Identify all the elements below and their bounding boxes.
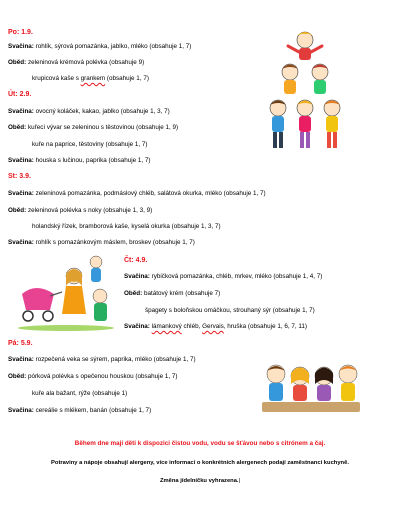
kid-body-icon [272, 116, 284, 132]
change-note [0, 478, 400, 484]
kid-body-icon [314, 80, 326, 94]
mon-snack1 [8, 43, 191, 51]
tue-lunch [8, 124, 178, 132]
kid-arm-icon [288, 46, 299, 52]
mon-lunch-text: zeleninová krémová polévka (obsahuje 9) [26, 59, 145, 66]
mon-lunch2-pre: krupicová kaše s [32, 75, 81, 82]
thu-snack2-label: Svačina: [124, 323, 150, 330]
kid-body-icon [326, 116, 338, 132]
change-note-text: Změna jídelníčku vyhrazena. [159, 478, 239, 484]
tue-snack2-label: Svačina: [8, 157, 34, 164]
kid-leg-icon [333, 132, 337, 148]
kid-arm-icon [311, 46, 322, 52]
grass-icon [18, 325, 114, 331]
tue-snack1-label: Svačina: [8, 108, 34, 115]
tue-lunch2: kuře na paprice, těstoviny (obsahuje 1, 7) [32, 141, 148, 148]
child-body-icon [269, 383, 283, 401]
wed-snack1-label: Svačina: [8, 190, 34, 197]
thu-lunch2: špagety s boloňskou omáčkou, strouhaný sýr (obsahuje 1, 7) [145, 307, 315, 314]
kids-pyramid-illustration [268, 28, 342, 158]
text-cursor: | [238, 478, 241, 484]
day-title-mon: Po: 1.9. [8, 29, 33, 36]
wed-lunch-label: Oběd: [8, 207, 27, 214]
fri-snack1-text: rozpečená veka se sýrem, paprika, mléko (obsahuje 1, 7) [33, 356, 196, 363]
mon-lunch2 [32, 75, 149, 83]
fri-lunch [8, 373, 177, 381]
fri-snack2 [8, 407, 151, 415]
kid-leg-icon [300, 132, 304, 148]
child-body-icon [293, 385, 307, 401]
thu-snack2-post: , hruška (obsahuje 1, 6, 7, 11) [223, 323, 307, 330]
mon-lunch-label: Oběd: [8, 59, 27, 66]
tue-snack2 [8, 157, 150, 165]
fri-snack2-label: Svačina: [8, 407, 34, 414]
day-title-tue: Út: 2.9. [8, 91, 32, 98]
mon-snack1-text: rohlík, sýrová pomazánka, jablko, mléko (obsahuje 1, 7) [33, 43, 192, 50]
fri-snack2-text: cereálie s mlékem, banán (obsahuje 1, 7) [33, 407, 152, 414]
adult-body-icon [94, 303, 107, 321]
kid-leg-icon [306, 132, 310, 148]
tue-snack1-text: ovocný koláček, kakao, jablko (obsahuje 1, 3, 7) [33, 108, 170, 115]
stroller-wheel-icon [23, 311, 33, 321]
wed-snack2-text: rohlík s pomazánkovým máslem, broskev (obsahuje 1, 7) [33, 239, 195, 246]
thu-snack1-text: rybičková pomazánka, chléb, mrkev, mléko (obsahuje 1, 4, 7) [149, 273, 323, 280]
wed-snack1-text: zeleninová pomazánka, podmáslový chléb, salátová okurka, mléko (obsahuje 1, 7) [33, 190, 266, 197]
adult-head-icon [93, 289, 107, 303]
mon-lunch2-post: (obsahuje 1, 7) [105, 75, 149, 82]
mon-lunch [8, 59, 144, 67]
wed-lunch2: holandský řízek, bramborová kaše, kyselá okurka (obsahuje 1, 3, 7) [32, 223, 221, 230]
sitting-children-illustration [262, 358, 360, 414]
adult-dress-icon [62, 286, 86, 314]
stroller-icon [22, 288, 54, 310]
day-title-fri: Pá: 5.9. [8, 340, 33, 347]
day-title-wed: St: 3.9. [8, 173, 31, 180]
stroller-wheel-icon [43, 311, 53, 321]
thu-snack2-word2: Gervais [202, 323, 224, 330]
allergen-note: Potraviny a nápoje obsahují alergeny, více informací o konkrétních alergenech podají zaměstnanci kuchyně. [51, 460, 349, 466]
thu-snack1-label: Svačina: [124, 273, 150, 280]
kid-body-icon [299, 116, 311, 132]
kid-leg-icon [273, 132, 277, 148]
tue-lunch-label: Oběd: [8, 124, 27, 131]
kid-leg-icon [279, 132, 283, 148]
water-note: Během dne mají děti k dispozici čistou vodu, vodu se šťávou nebo s citrónem a čaj. [74, 440, 326, 447]
kid-body-icon [284, 80, 296, 94]
kid-body-icon [299, 48, 311, 60]
thu-snack2-mid: chléb, [181, 323, 203, 330]
wed-snack2-label: Svačina: [8, 239, 34, 246]
day-title-thu: Čt: 4.9. [124, 257, 148, 264]
mon-lunch2-word: grankem [80, 75, 106, 82]
fri-lunch2: kuře ala bažant, rýže (obsahuje 1) [32, 390, 128, 397]
wed-lunch-text: zeleninová polévka s noky (obsahuje 1, 3, 9) [26, 207, 153, 214]
bench-icon [262, 402, 360, 412]
fri-snack1-label: Svačina: [8, 356, 34, 363]
child-body-icon [317, 385, 331, 401]
tue-snack1 [8, 108, 170, 116]
tue-lunch-text: kuřecí vývar se zeleninou s těstovinou (obsahuje 1, 9) [26, 124, 179, 131]
child-head-icon [90, 256, 102, 268]
thu-lunch [124, 290, 220, 298]
wed-snack2 [8, 239, 195, 247]
child-body-icon [341, 383, 355, 401]
wed-lunch [8, 207, 152, 215]
tue-snack2-text: houska s lučinou, paprika (obsahuje 1, 7) [33, 157, 151, 164]
kid-leg-icon [327, 132, 331, 148]
thu-snack1 [124, 273, 322, 281]
fri-lunch-text: pórková polévka s opečenou houskou (obsahuje 1, 7) [26, 373, 178, 380]
thu-lunch-text: batátový krém (obsahuje 7) [142, 290, 221, 297]
family-with-stroller-illustration [14, 252, 118, 332]
fri-snack1 [8, 356, 196, 364]
thu-snack2-word1: lámankový [151, 323, 182, 330]
wed-snack1 [8, 190, 266, 198]
thu-snack2 [124, 323, 307, 331]
thu-lunch-label: Oběd: [124, 290, 143, 297]
child-body-icon [91, 268, 101, 282]
mon-snack1-label: Svačina: [8, 43, 34, 50]
fri-lunch-label: Oběd: [8, 373, 27, 380]
